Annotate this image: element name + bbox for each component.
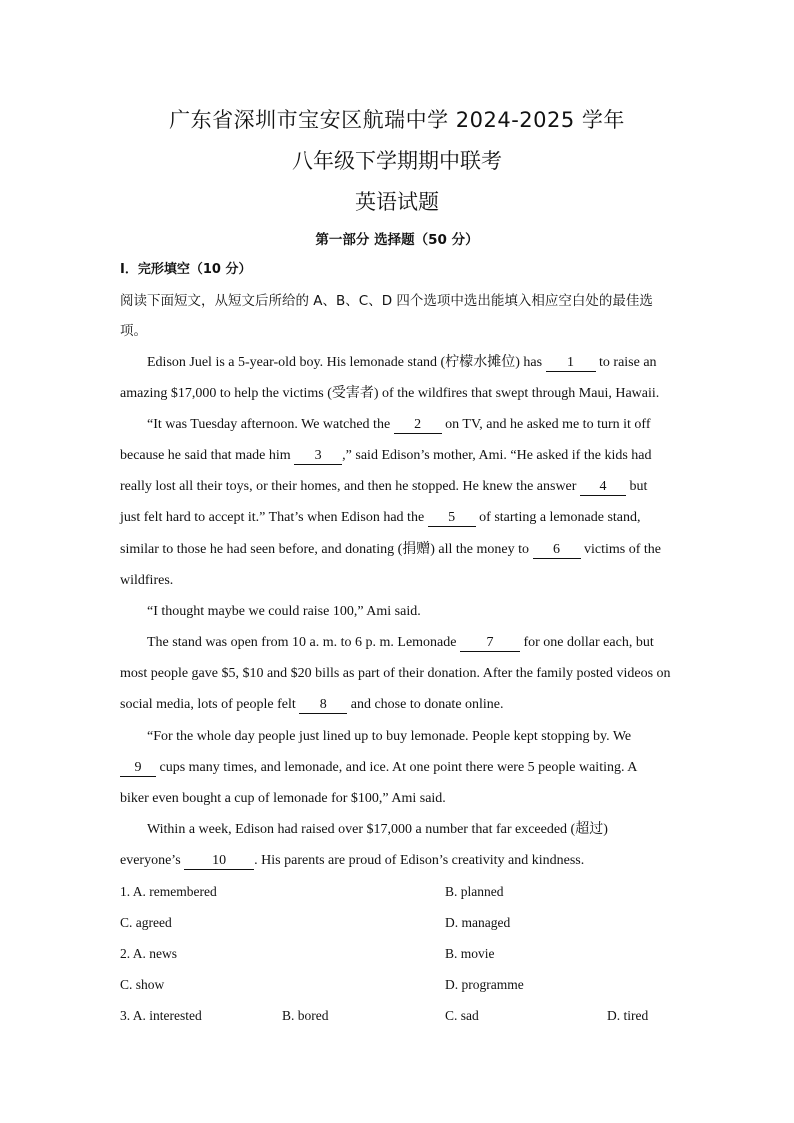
passage-text: cups many times, and lemonade, and ice. At one point there were 5 people waiting. A bbox=[156, 760, 638, 775]
option-3d: D. tired bbox=[607, 1008, 649, 1023]
passage-line bbox=[120, 759, 637, 777]
blank-2: 2 bbox=[394, 417, 442, 434]
option-2d: D. programme bbox=[445, 977, 524, 992]
passage-line bbox=[120, 696, 504, 714]
passage-line: biker even bought a cup of lemonade for $100,” Ami said. bbox=[120, 791, 446, 806]
passage-text: for one dollar each, but bbox=[519, 635, 654, 650]
passage-text: because he said that made him bbox=[120, 448, 295, 463]
passage-text: and chose to donate online. bbox=[347, 697, 504, 712]
passage-text: social media, lots of people felt bbox=[120, 697, 300, 712]
passage-line bbox=[147, 416, 650, 434]
passage-text: really lost all their toys, or their homes, and then he stopped. He knew the answer bbox=[120, 479, 580, 494]
passage-text: similar to those he had seen before, and donating (捐赠) all the money to bbox=[120, 542, 533, 557]
blank-5: 5 bbox=[428, 510, 476, 527]
exam-title-grade: 八年级下学期期中联考 bbox=[292, 149, 502, 173]
option-2c: C. show bbox=[120, 977, 165, 992]
passage-text: everyone’s bbox=[120, 853, 185, 868]
passage-line bbox=[147, 634, 654, 652]
option-3a: 3. A. interested bbox=[120, 1008, 202, 1023]
option-3c: C. sad bbox=[445, 1008, 479, 1023]
option-1d: D. managed bbox=[445, 915, 511, 930]
passage-line bbox=[120, 509, 641, 527]
option-1a: 1. A. remembered bbox=[120, 884, 217, 899]
instruction-line-1: 阅读下面短文，从短文后所给的 A、B、C、D 四个选项中选出能填入相应空白处的最佳选 bbox=[120, 293, 653, 309]
blank-10: 10 bbox=[184, 853, 254, 870]
option-1b: B. planned bbox=[445, 884, 504, 899]
option-2b: B. movie bbox=[445, 946, 495, 961]
blank-8: 8 bbox=[299, 697, 347, 714]
passage-text: Edison Juel is a 5-year-old boy. His lemonade stand (柠檬水摊位) has bbox=[147, 355, 546, 370]
passage-line bbox=[120, 478, 647, 496]
passage-text: ,” said Edison’s mother, Ami. “He asked if the kids had bbox=[342, 448, 652, 463]
passage-text: just felt hard to accept it.” That’s when Edison had the bbox=[120, 510, 428, 525]
blank-9: 9 bbox=[120, 760, 156, 777]
passage-line: “For the whole day people just lined up to buy lemonade. People kept stopping by. We bbox=[147, 729, 632, 744]
passage-text: victims of the bbox=[580, 542, 662, 557]
passage-text: but bbox=[625, 479, 648, 494]
section-heading: Ⅰ．完形填空（10 分） bbox=[120, 262, 252, 277]
passage-line: Within a week, Edison had raised over $17,000 a number that far exceeded (超过) bbox=[147, 822, 608, 837]
exam-title-school: 广东省深圳市宝安区航瑞中学 2024-2025 学年 bbox=[169, 108, 625, 132]
passage-line bbox=[120, 541, 661, 559]
passage-line: most people gave $5, $10 and $20 bills as part of their donation. After the family posted videos on bbox=[120, 666, 671, 681]
exam-title-subject: 英语试题 bbox=[355, 190, 439, 214]
option-1c: C. agreed bbox=[120, 915, 172, 930]
part-heading: 第一部分 选择题（50 分） bbox=[315, 232, 479, 248]
passage-line: “I thought maybe we could raise 100,” Ami said. bbox=[147, 604, 421, 619]
passage-line bbox=[120, 852, 584, 870]
option-2a: 2. A. news bbox=[120, 946, 177, 961]
blank-1: 1 bbox=[546, 355, 596, 372]
passage-line bbox=[120, 447, 652, 465]
passage-text: “It was Tuesday afternoon. We watched the bbox=[147, 417, 394, 432]
passage-text: to raise an bbox=[595, 355, 657, 370]
passage-line: wildfires. bbox=[120, 573, 174, 588]
passage-text: of starting a lemonade stand, bbox=[475, 510, 641, 525]
passage-text: The stand was open from 10 a. m. to 6 p. m. Lemonade bbox=[147, 635, 460, 650]
blank-7: 7 bbox=[460, 635, 520, 652]
passage-line: amazing $17,000 to help the victims (受害者) of the wildfires that swept through Maui, Hawaii. bbox=[120, 386, 660, 401]
blank-3: 3 bbox=[294, 448, 342, 465]
instruction-line-2: 项。 bbox=[120, 323, 147, 339]
passage-text: on TV, and he asked me to turn it off bbox=[441, 417, 651, 432]
blank-4: 4 bbox=[580, 479, 626, 496]
blank-6: 6 bbox=[533, 542, 581, 559]
option-3b: B. bored bbox=[282, 1008, 329, 1023]
passage-line bbox=[147, 354, 657, 372]
passage-text: . His parents are proud of Edison’s creativity and kindness. bbox=[254, 853, 585, 868]
